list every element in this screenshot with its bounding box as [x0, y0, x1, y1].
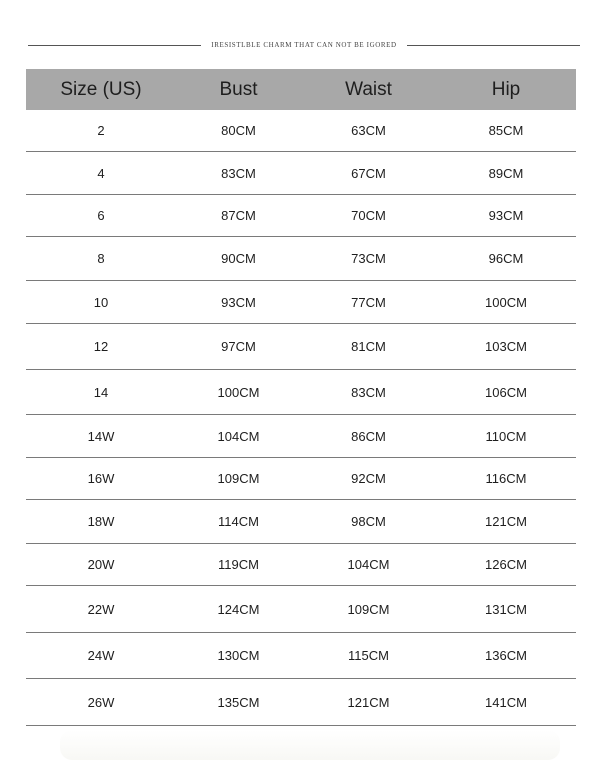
table-row [26, 633, 576, 679]
cell-bust: 119CM [218, 557, 259, 572]
cell-bust: 100CM [217, 384, 260, 400]
cell-size: 14 [93, 384, 109, 400]
cell-hip: 121CM [485, 514, 527, 529]
cell-size: 2 [97, 123, 105, 138]
cell-hip: 103CM [485, 339, 527, 354]
cell-hip: 131CM [485, 601, 527, 617]
cell-waist: 92CM [351, 471, 386, 486]
cell-hip: 110CM [485, 428, 527, 444]
cell-hip: 126CM [485, 557, 527, 572]
header-waist: Waist [345, 78, 392, 100]
table-row [26, 110, 576, 152]
header-bust: Bust [219, 78, 258, 100]
cell-bust: 124CM [217, 601, 260, 617]
cell-size: 8 [97, 251, 105, 266]
cell-bust: 109CM [217, 471, 260, 486]
banner-rule-left [28, 45, 201, 46]
cell-hip: 106CM [485, 384, 527, 400]
table-row [26, 586, 576, 633]
cell-waist: 63CM [351, 123, 386, 138]
cell-waist: 121CM [347, 694, 390, 710]
cell-bust: 104CM [217, 428, 260, 444]
header-hip: Hip [491, 78, 521, 100]
cell-size: 12 [93, 339, 109, 354]
banner [28, 36, 580, 54]
banner-rule-right [407, 45, 580, 46]
cell-bust: 114CM [218, 514, 259, 529]
banner-text: IRESISTLBLE CHARM THAT CAN NOT BE IGORED [211, 41, 397, 49]
cell-waist: 67CM [351, 165, 386, 181]
cell-waist: 81CM [351, 339, 386, 354]
cell-size: 18W [87, 514, 115, 529]
table-row [26, 415, 576, 458]
cell-bust: 135CM [217, 694, 260, 710]
table-header [26, 69, 576, 110]
table-row [26, 324, 576, 370]
bottom-fade [60, 730, 560, 760]
table-row [26, 370, 576, 415]
cell-bust: 97CM [221, 339, 256, 354]
cell-hip: 116CM [485, 471, 527, 486]
cell-hip: 96CM [488, 251, 524, 266]
cell-size: 20W [87, 557, 115, 572]
table-row [26, 500, 576, 544]
cell-size: 22W [87, 601, 115, 617]
cell-hip: 100CM [485, 294, 527, 310]
cell-waist: 115CM [348, 648, 389, 663]
cell-bust: 130CM [217, 648, 260, 663]
cell-waist: 109CM [347, 601, 390, 617]
cell-size: 26W [87, 694, 115, 710]
cell-waist: 98CM [351, 514, 386, 529]
size-chart-table [26, 69, 576, 726]
header-size: Size (US) [60, 78, 142, 100]
table-row [26, 281, 576, 324]
cell-hip: 89CM [488, 165, 524, 181]
cell-waist: 73CM [351, 251, 386, 266]
cell-bust: 93CM [221, 294, 256, 310]
cell-bust: 90CM [221, 251, 256, 266]
cell-hip: 85CM [488, 123, 524, 138]
cell-size: 4 [97, 165, 105, 181]
cell-hip: 136CM [485, 648, 527, 663]
cell-size: 10 [93, 294, 109, 310]
cell-bust: 83CM [221, 165, 256, 181]
table-row [26, 195, 576, 237]
cell-bust: 87CM [221, 208, 256, 223]
cell-waist: 104CM [347, 557, 390, 572]
cell-bust: 80CM [221, 123, 256, 138]
table-row [26, 679, 576, 726]
cell-size: 24W [87, 648, 115, 663]
table-row [26, 458, 576, 500]
table-body [26, 110, 576, 726]
cell-waist: 77CM [351, 294, 386, 310]
cell-size: 16W [87, 471, 115, 486]
cell-size: 14W [87, 428, 115, 444]
cell-hip: 93CM [488, 208, 524, 223]
cell-waist: 86CM [351, 428, 386, 444]
cell-size: 6 [97, 208, 105, 223]
cell-hip: 141CM [485, 694, 527, 710]
table-row [26, 237, 576, 281]
table-row [26, 152, 576, 195]
cell-waist: 70CM [351, 208, 386, 223]
table-row [26, 544, 576, 586]
cell-waist: 83CM [351, 384, 386, 400]
